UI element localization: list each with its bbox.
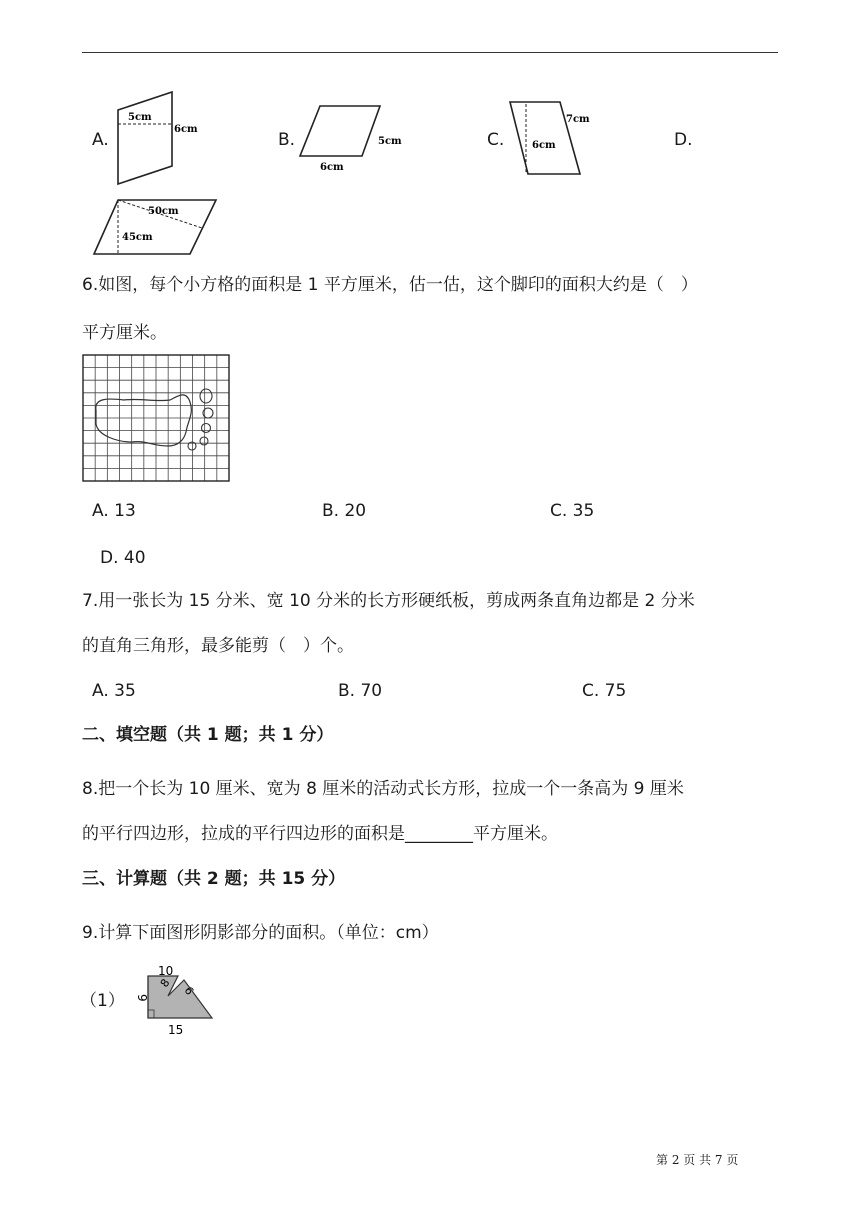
q9-dim-right-slant: 6 [181, 984, 197, 998]
section3-heading: 三、计算题（共 2 题；共 15 分） [82, 869, 346, 889]
section2-heading: 二、填空题（共 1 题；共 1 分） [82, 725, 334, 745]
q9-text-line1: 9.计算下面图形阴影部分的面积。（单位：cm） [82, 923, 439, 943]
q5-option-b-label[interactable]: B. [278, 130, 296, 150]
q9-part1-label: （1） [80, 991, 125, 1011]
q9-dim-bottom: 15 [168, 1023, 184, 1037]
q7-option-b[interactable]: B. 70 [338, 681, 383, 701]
q7-option-c[interactable]: C. 75 [582, 681, 627, 701]
q6-text-line1: 6.如图，每个小方格的面积是 1 平方厘米，估一估，这个脚印的面积大约是（ ） [82, 275, 698, 295]
q5-a-dim1: 5cm [128, 112, 152, 123]
q5-figure-b [296, 100, 416, 176]
q5-figure-d [92, 196, 222, 262]
q5-figure-c [506, 98, 606, 180]
q5-d-dim2: 45cm [122, 232, 153, 243]
q6-text-line2: 平方厘米。 [82, 323, 167, 343]
q6-option-a[interactable]: A. 13 [92, 501, 136, 521]
page-number: 第 2 页 共 7 页 [656, 1153, 739, 1167]
q5-a-dim2: 6cm [174, 124, 198, 135]
q5-option-a-label[interactable]: A. [92, 130, 109, 150]
q7-option-a[interactable]: A. 35 [92, 681, 136, 701]
q9-dim-left-slant: 8 [157, 976, 173, 990]
q5-c-dim1: 7cm [566, 114, 590, 125]
q7-text-line1: 7.用一张长为 15 分米、宽 10 分米的长方形硬纸板，剪成两条直角边都是 2 分米 [82, 591, 695, 611]
q9-dim-height: 9 [135, 994, 149, 1002]
q5-figure-a [112, 88, 208, 188]
q9-dim-top: 10 [158, 964, 174, 978]
q7-text-line2: 的直角三角形，最多能剪（ ）个。 [82, 636, 354, 656]
q5-d-dim1: 50cm [148, 206, 179, 217]
q5-b-dim1: 5cm [378, 136, 402, 147]
q9-shaded-figure [132, 962, 222, 1038]
q5-option-d-label[interactable]: D. [674, 130, 693, 150]
q8-text-line2: 的平行四边形，拉成的平行四边形的面积是________平方厘米。 [82, 824, 558, 844]
header-rule [82, 52, 778, 53]
q6-option-c[interactable]: C. 35 [550, 501, 595, 521]
q5-b-dim2: 6cm [320, 162, 344, 173]
q6-option-b[interactable]: B. 20 [322, 501, 367, 521]
footprint-grid-figure [82, 354, 232, 484]
q6-option-d[interactable]: D. 40 [100, 548, 146, 568]
q8-text-line1: 8.把一个长为 10 厘米、宽为 8 厘米的活动式长方形，拉成一个一条高为 9 厘米 [82, 779, 684, 799]
q5-c-dim2: 6cm [532, 140, 556, 151]
q5-option-c-label[interactable]: C. [487, 130, 505, 150]
